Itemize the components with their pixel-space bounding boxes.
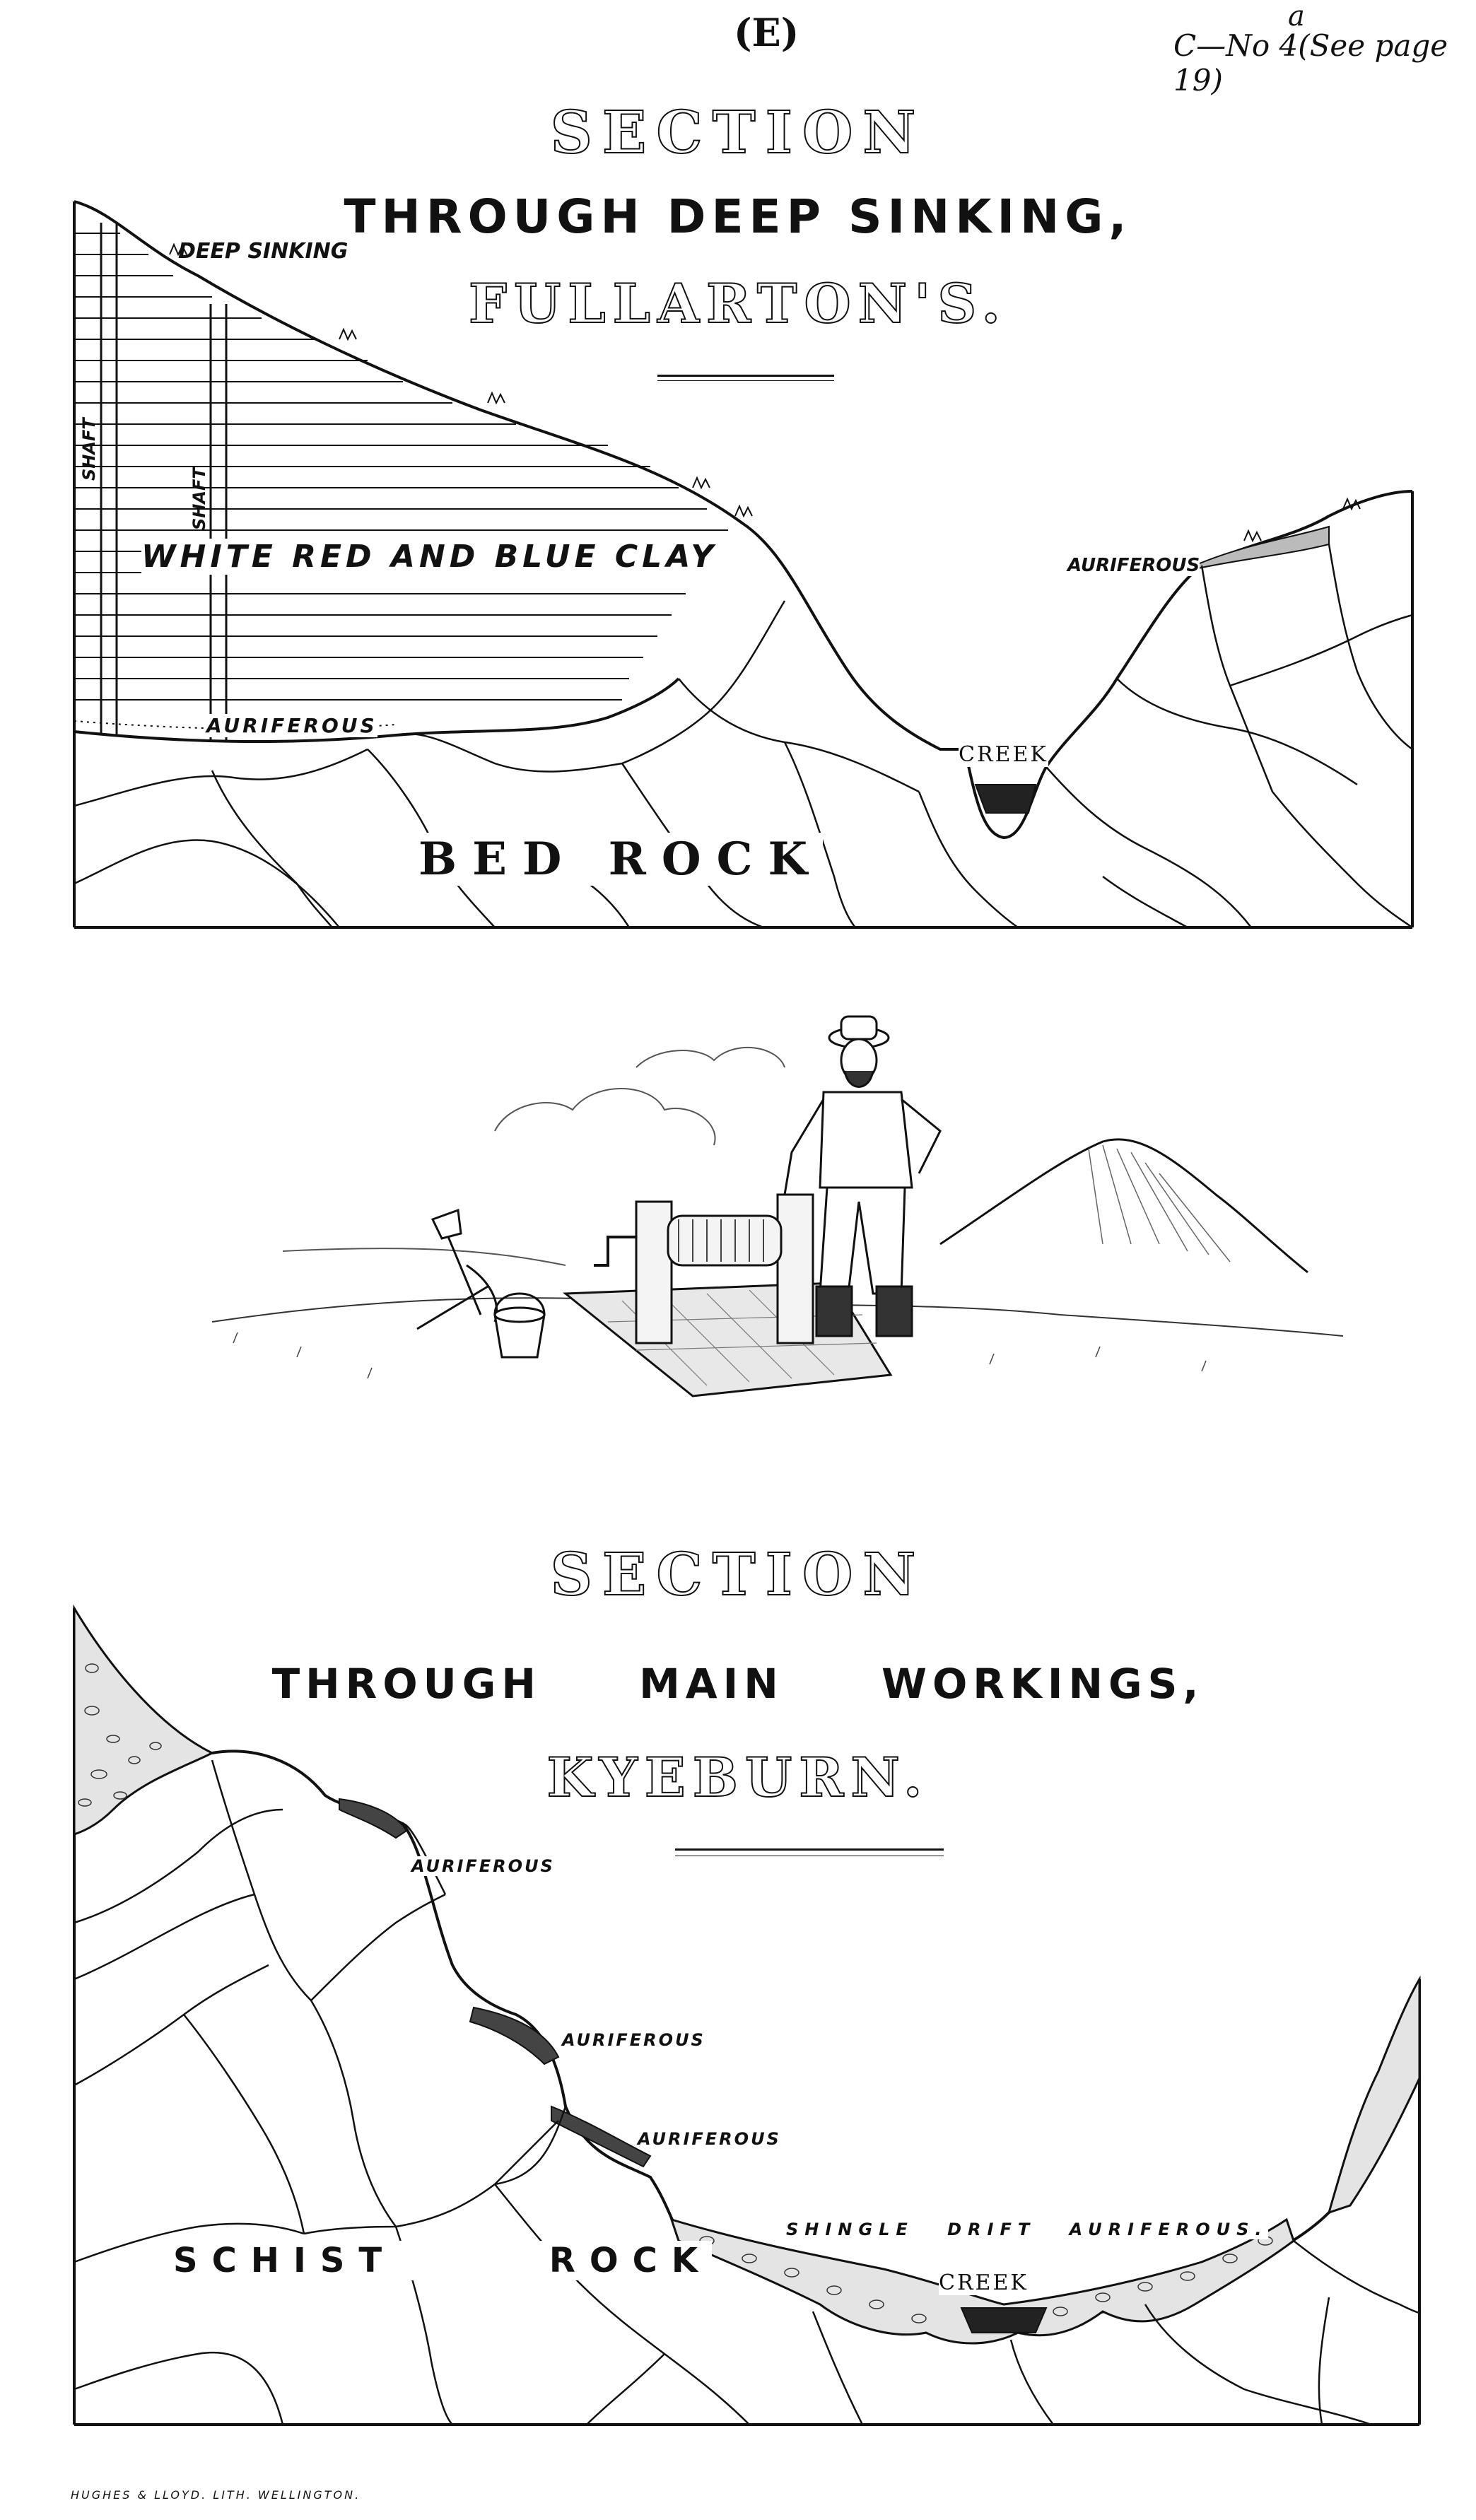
bottom-section-title: SECTION	[550, 1541, 926, 1609]
label-shaft-1: SHAFT	[79, 418, 99, 481]
gravel-deposit-right	[1329, 1979, 1419, 2213]
auriferous-patch-2	[470, 2008, 558, 2064]
label-auriferous-1: AURIFEROUS	[411, 1856, 555, 1876]
label-auriferous-left: AURIFEROUS	[206, 714, 377, 737]
label-bed-rock: BED ROCK	[418, 833, 824, 886]
bottom-section-subtitle: THROUGH MAIN WORKINGS,	[271, 1660, 1205, 1708]
auriferous-patch-1	[339, 1799, 406, 1838]
top-section-location: FULLARTON'S.	[468, 272, 1008, 335]
label-auriferous-3: AURIFEROUS	[638, 2129, 781, 2149]
reference-superscript: a	[1288, 0, 1305, 33]
label-auriferous-2: AURIFEROUS	[562, 2030, 705, 2050]
creek-water-bottom	[961, 2308, 1046, 2333]
schist-rock-fractures	[74, 1760, 1419, 2425]
lithographer-imprint: HUGHES & LLOYD. LITH. WELLINGTON.	[71, 2488, 361, 2502]
gravel-deposit-left	[74, 1608, 212, 1834]
label-shaft-2: SHAFT	[189, 467, 209, 530]
label-creek-bottom: CREEK	[939, 2270, 1029, 2295]
label-clay: WHITE RED AND BLUE CLAY	[141, 539, 718, 575]
label-creek-top: CREEK	[959, 742, 1048, 767]
plate-mark: (E)	[734, 10, 800, 55]
top-section-subtitle: THROUGH DEEP SINKING,	[344, 189, 1132, 244]
label-auriferous-right: AURIFEROUS	[1067, 555, 1200, 576]
label-deep-sinking: DEEP SINKING	[178, 239, 348, 264]
label-shingle-drift: SHINGLE DRIFT AURIFEROUS.	[786, 2220, 1268, 2239]
top-section-title: SECTION	[550, 99, 926, 167]
plate-reference: C—No 4(See page 19)	[1173, 28, 1448, 98]
auriferous-patch-3	[551, 2106, 650, 2167]
bottom-section-location: KYEBURN.	[546, 1746, 930, 1809]
label-schist-rock: SCHIST ROCK	[173, 2241, 713, 2280]
bottom-section-frame	[74, 1608, 1419, 2425]
